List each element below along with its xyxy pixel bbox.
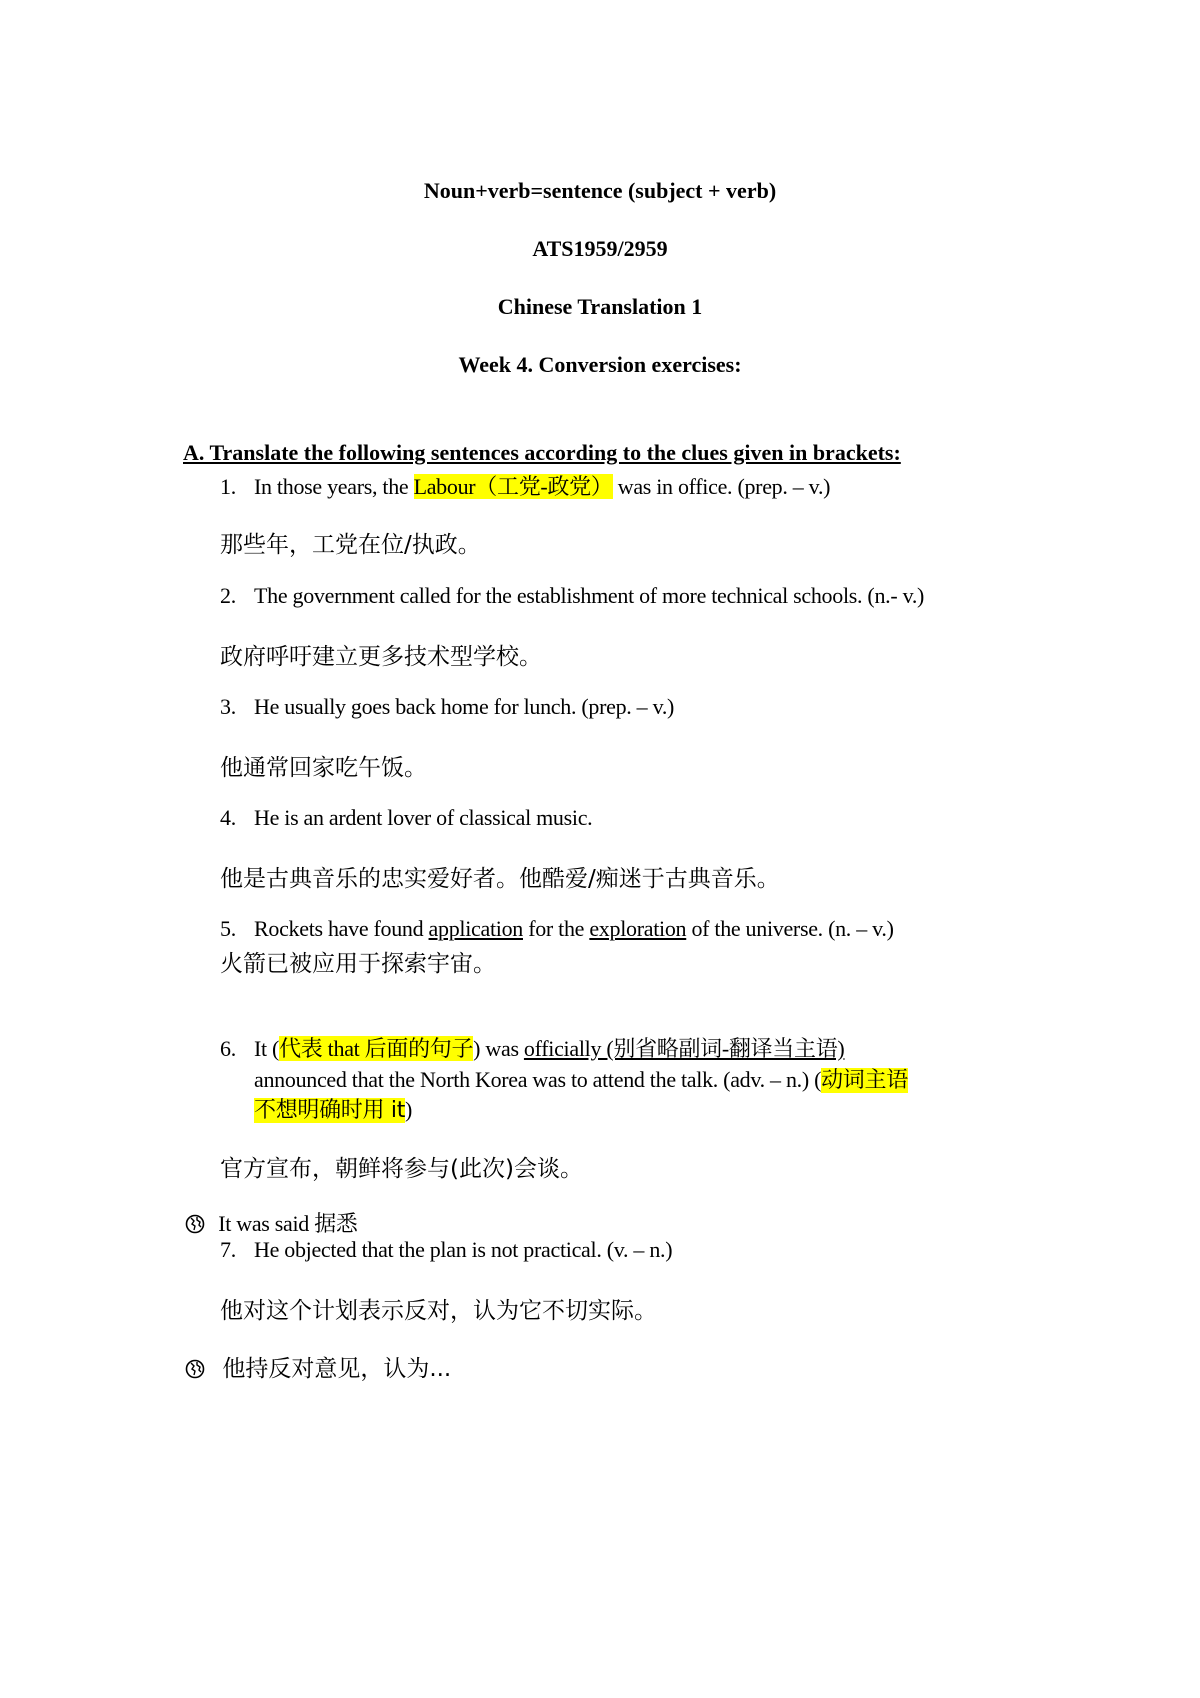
item-text: The government called for the establishment of more technical schools. (n.- v.)	[254, 583, 925, 608]
item-number: 7.	[220, 1237, 236, 1262]
globe-bullet-icon	[185, 1359, 205, 1379]
list-item	[220, 694, 674, 720]
list-item	[220, 1237, 672, 1263]
note-text: 他持反对意见，认为...	[222, 1356, 452, 1382]
item-number: 4.	[220, 805, 236, 830]
answer-text: 政府呼吁建立更多技术型学校。	[220, 644, 542, 670]
answer-text: 那些年，工党在位/执政。	[220, 532, 481, 558]
item-text: In those years, the	[254, 474, 414, 499]
item-text: ) was	[473, 1036, 524, 1061]
item-text: He objected that the plan is not practical. (v. – n.)	[254, 1237, 673, 1262]
item-number: 3.	[220, 694, 236, 719]
item-text: for the	[523, 916, 590, 941]
item-text: of the universe. (n. – v.)	[686, 916, 894, 941]
list-item	[220, 805, 592, 831]
answer-text: 官方宣布，朝鲜将参与(此次)会谈。	[220, 1156, 583, 1182]
list-item	[220, 583, 924, 609]
answer-text: 他是古典音乐的忠实爱好者。他酷爱/痴迷于古典音乐。	[220, 866, 780, 892]
item-text: )	[405, 1097, 413, 1122]
underlined-word: application	[428, 916, 523, 941]
course-title: Chinese Translation 1	[497, 294, 703, 319]
list-item-continuation	[254, 1063, 908, 1094]
answer-text: 他对这个计划表示反对，认为它不切实际。	[220, 1298, 657, 1324]
item-number: 6.	[220, 1036, 236, 1061]
highlighted-text: 不想明确时用 it	[254, 1098, 406, 1123]
document-topic: Noun+verb=sentence (subject + verb)	[423, 178, 777, 203]
answer-text: 火箭已被应用于探索宇宙。	[220, 951, 496, 977]
week-title: Week 4. Conversion exercises:	[458, 352, 742, 377]
item-text: Rockets have found	[254, 916, 429, 941]
item-number: 1.	[220, 474, 236, 499]
list-item	[220, 1032, 844, 1063]
item-text: was in office. (prep. – v.)	[612, 474, 831, 499]
underlined-word: exploration	[589, 916, 687, 941]
highlighted-text: Labour（工党-政党）	[413, 474, 613, 499]
bullet-note	[185, 1350, 451, 1383]
list-item	[220, 470, 830, 501]
item-text: announced that the North Korea was to attend the talk. (adv. – n.) (	[254, 1067, 822, 1092]
item-number: 2.	[220, 583, 236, 608]
list-item-continuation	[254, 1093, 412, 1124]
course-code: ATS1959/2959	[532, 236, 668, 261]
item-text: He is an ardent lover of classical music.	[254, 805, 593, 830]
underlined-note: officially (别省略副词-翻译当主语)	[523, 1036, 845, 1061]
item-text: He usually goes back home for lunch. (prep. – v.)	[254, 694, 675, 719]
item-number: 5.	[220, 916, 236, 941]
answer-text: 他通常回家吃午饭。	[220, 755, 427, 781]
section-a-heading: A. Translate the following sentences according to the clues given in brackets:	[183, 440, 901, 465]
item-text: It (	[254, 1036, 280, 1061]
bullet-note	[185, 1207, 358, 1238]
globe-bullet-icon	[185, 1214, 205, 1234]
highlighted-text: 动词主语	[821, 1068, 908, 1093]
list-item	[220, 916, 894, 942]
note-text: It was said 据悉	[218, 1211, 358, 1236]
highlighted-text: 代表 that 后面的句子	[279, 1036, 474, 1061]
